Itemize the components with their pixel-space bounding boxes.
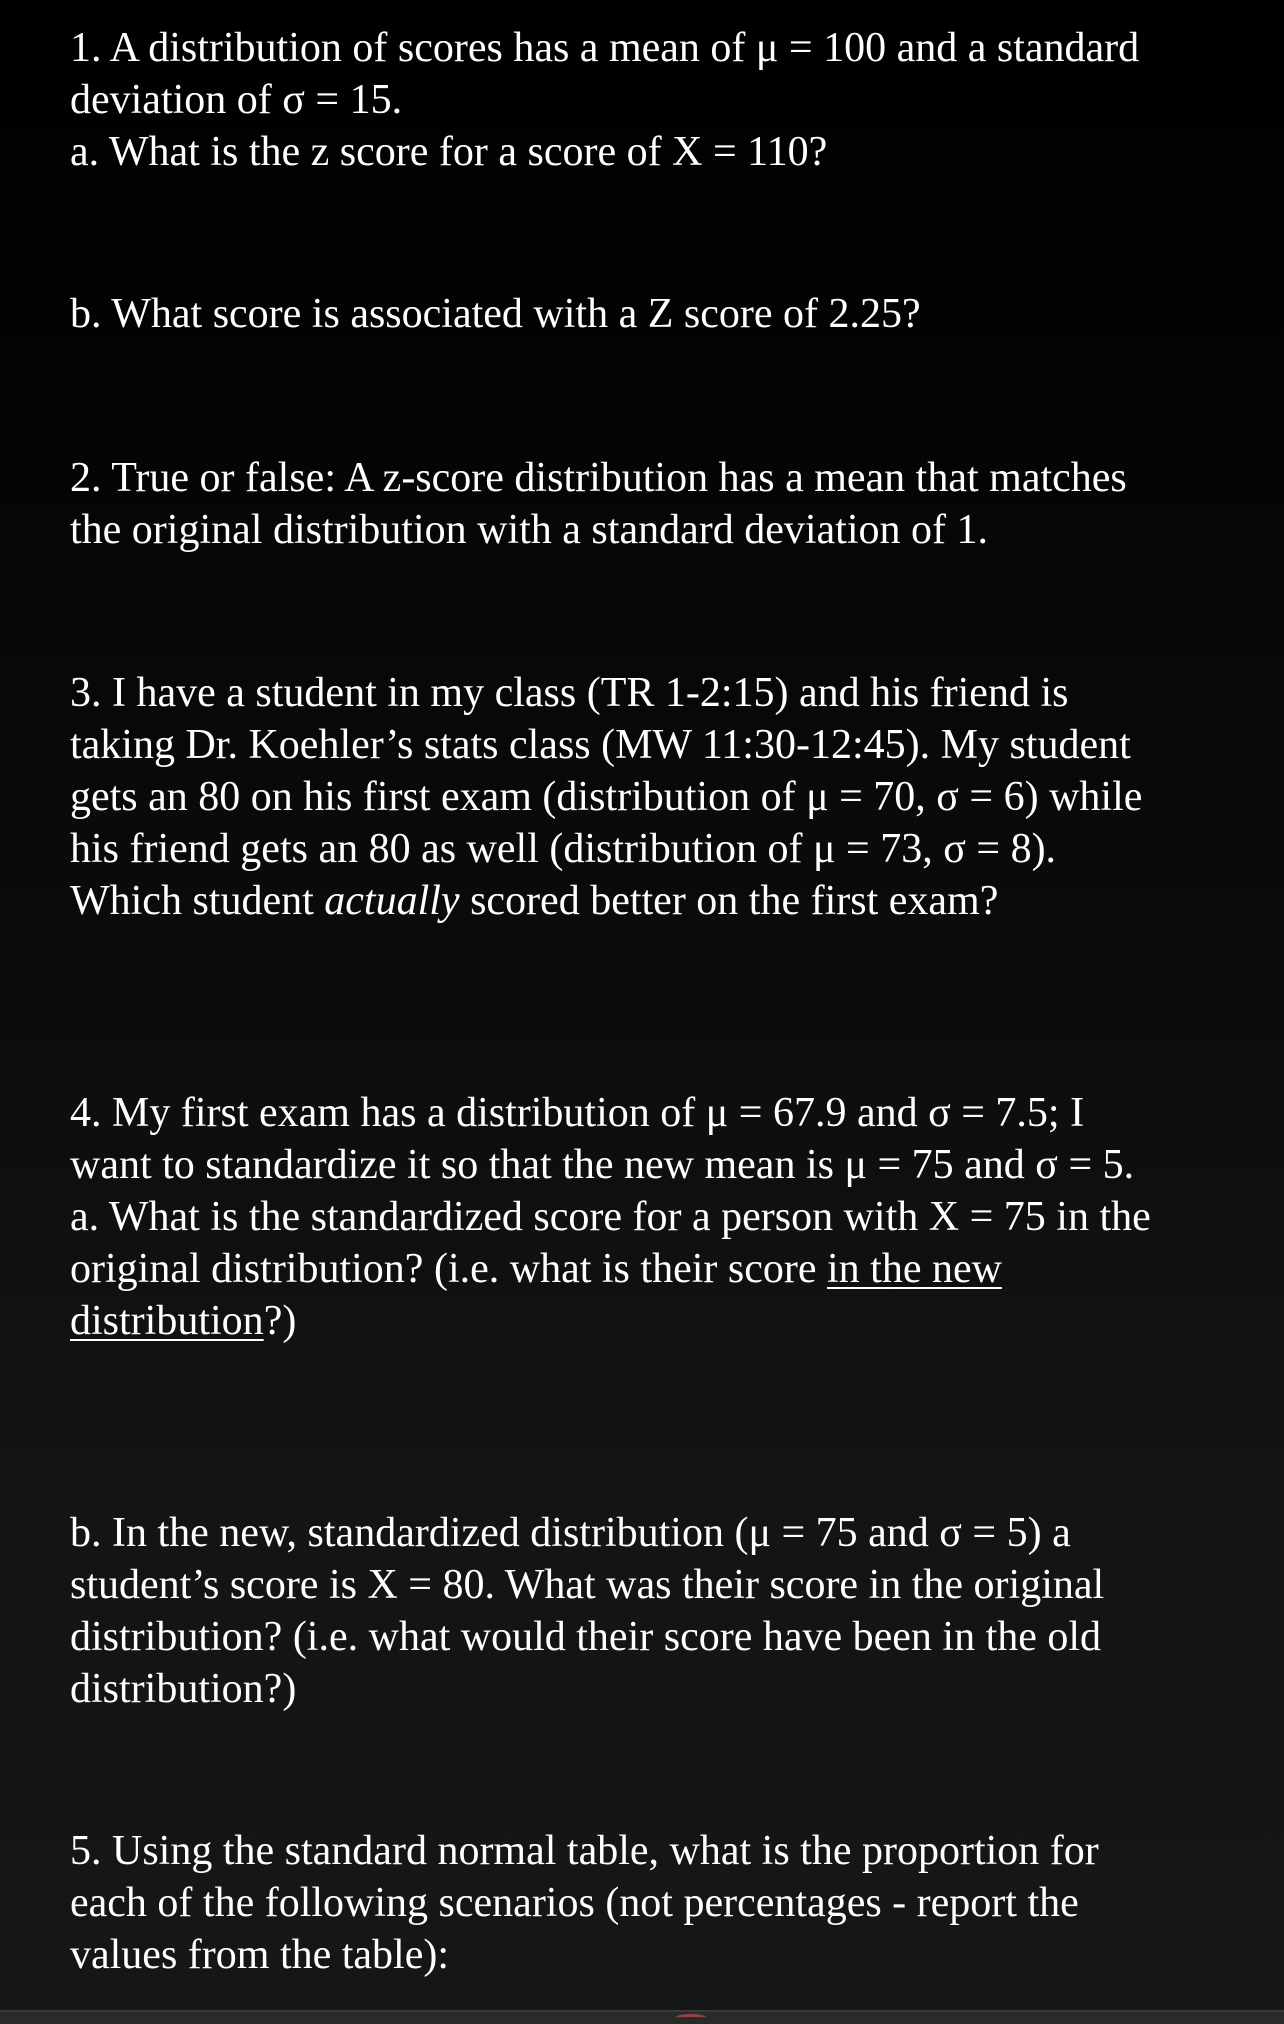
question-1b-block: [70, 288, 1270, 340]
question-5: [70, 1825, 1270, 1981]
question-2-line-2: the original distribution with a standard deviation of 1.: [70, 507, 988, 553]
question-4b-line-1: b. In the new, standardized distribution (μ = 75 and σ = 5) a: [70, 1510, 1071, 1556]
question-5-line-1: 5. Using the standard normal table, what is the proportion for: [70, 1828, 1099, 1874]
question-3-emphasis: actually: [324, 878, 460, 924]
question-2-line-1: 2. True or false: A z-score distribution has a mean that matches: [70, 455, 1127, 501]
question-4b-line-2: student’s score is X = 80. What was their score in the original: [70, 1562, 1105, 1608]
question-4a-line-1: a. What is the standardized score for a person with X = 75 in the: [70, 1194, 1151, 1240]
bottom-divider: [0, 2010, 1284, 2012]
question-3-line-5-start: Which student: [70, 878, 325, 924]
question-3-line-2: taking Dr. Koehler’s stats class (MW 11:30-12:45). My student: [70, 722, 1131, 768]
question-3: [70, 667, 1270, 927]
question-4a-underline-2: distribution: [70, 1298, 264, 1344]
question-4-line-2: want to standardize it so that the new mean is μ = 75 and σ = 5.: [70, 1142, 1135, 1188]
question-4-line-1: 4. My first exam has a distribution of μ = 67.9 and σ = 7.5; I: [70, 1090, 1085, 1136]
question-3-line-4: his friend gets an 80 as well (distribution of μ = 73, σ = 8).: [70, 826, 1057, 872]
question-1b: b. What score is associated with a Z score of 2.25?: [70, 291, 921, 337]
question-5-line-2: each of the following scenarios (not percentages - report the: [70, 1880, 1079, 1926]
question-4b: [70, 1507, 1270, 1715]
partial-glyph-icon: [676, 2014, 706, 2021]
question-3-line-5-end: scored better on the first exam?: [459, 878, 999, 924]
question-1-line-1: 1. A distribution of scores has a mean of μ = 100 and a standard: [70, 25, 1140, 71]
question-3-line-1: 3. I have a student in my class (TR 1-2:15) and his friend is: [70, 670, 1069, 716]
question-1: [70, 22, 1270, 178]
bottom-scroll-edge: [0, 2010, 1284, 2024]
question-4: [70, 1087, 1270, 1347]
question-4a-line-3-end: ?): [263, 1298, 297, 1344]
question-3-line-3: gets an 80 on his first exam (distribution of μ = 70, σ = 6) while: [70, 774, 1143, 820]
question-4a-line-2: [70, 1243, 1270, 1295]
question-4a-underline-1: in the new: [826, 1246, 1002, 1292]
question-1-line-2: deviation of σ = 15.: [70, 77, 403, 123]
question-5-line-3: values from the table):: [70, 1932, 450, 1978]
question-3-line-5: [70, 875, 1270, 927]
question-2: [70, 452, 1270, 556]
question-1a: a. What is the z score for a score of X = 110?: [70, 129, 828, 175]
question-4b-line-3: distribution? (i.e. what would their score have been in the old: [70, 1614, 1102, 1660]
question-4b-line-4: distribution?): [70, 1666, 297, 1712]
question-4a-line-2-start: original distribution? (i.e. what is their score: [70, 1246, 827, 1292]
question-4a-line-3: [70, 1295, 1270, 1347]
